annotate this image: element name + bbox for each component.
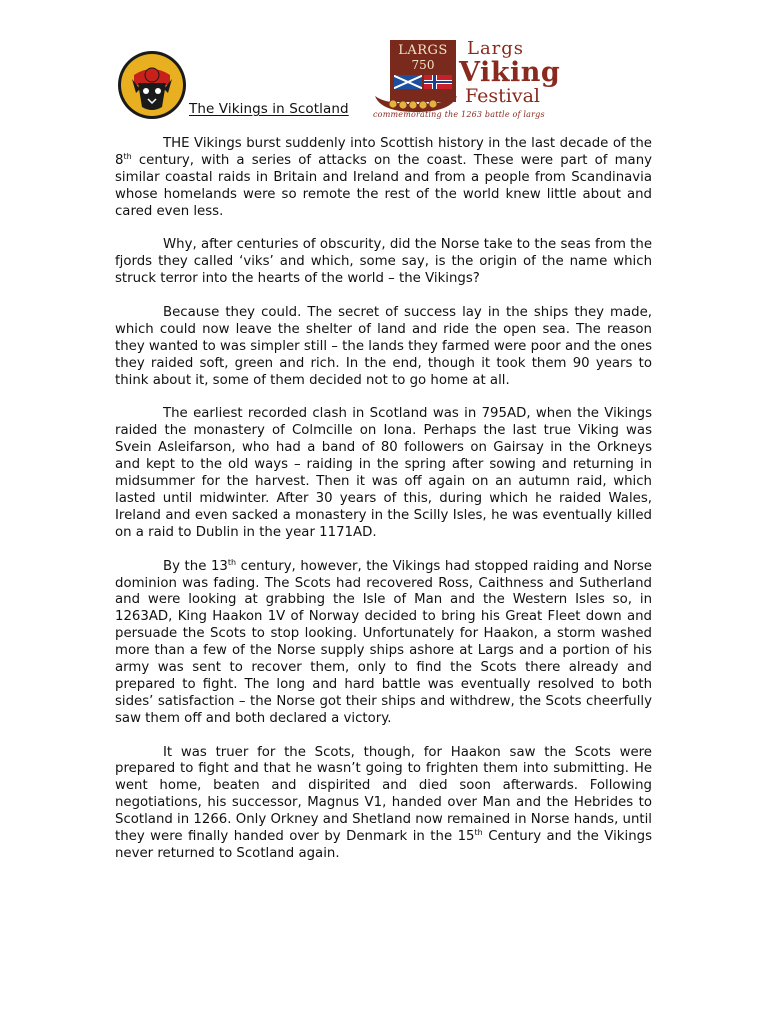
paragraph-text: century, however, the Vikings had stopped raiding and Norse dominion was fading. The Scots had recovered Ross, Caithness and Sutherland and were looking at grabbing the Isle of Man and the Western Isles so, in 1263AD, King Haakon 1V of Norway decided to bring his Great Fleet down and persuade the Scots to stop looking. Unfortunately for Haakon, a storm washed more than a few of the Norse supply ships ashore at Largs and a portion of his army was sent to recover them, only to find the Scots there already and prepared to fight. The long and hard battle was eventually resolved to both sides’ satisfaction – the Norse got their ships and withdrew, the Scots cheerfully saw them off and both declared a victory. bbox=[115, 558, 652, 726]
scotland-flag-icon bbox=[394, 75, 422, 89]
article-body bbox=[115, 136, 652, 880]
document-title: The Vikings in Scotland bbox=[189, 101, 349, 117]
logo-flags bbox=[394, 75, 452, 89]
paragraph-text: By the 13 bbox=[163, 558, 228, 574]
logo-subtitle: commemorating the 1263 battle of largs bbox=[373, 110, 545, 119]
paragraph-text: The earliest recorded clash in Scotland was in 795AD, when the Vikings raided the monastery of Colmcille on Iona. Perhaps the last true Viking was Svein Asleifarson, who had a band of 80 followers on Gairsay in the Orkneys and kept to the old ways – raiding in the spring after sowing and returning in midsummer for the harvest. Then it was off again on an autumn raid, which lasted until midwinter. After 30 years of this, during which he raided Wales, Ireland and even sacked a monastery in the Scilly Isles, he was eventually killed on a raid to Dublin in the year 1171AD. bbox=[115, 406, 652, 540]
logo-word-largs: Largs bbox=[467, 38, 525, 59]
body-paragraph bbox=[115, 745, 652, 863]
paragraph-text: It was truer for the Scots, though, for Haakon saw the Scots were prepared to fight and that he wasn’t going to frighten them into submitting. He went home, beaten and dispirited and died soon afterwards. Following negotiations, his successor, Magnus V1, handed over Man and the Hebrides to Scotland in 1266. Only Orkney and Shetland now remained in Norse hands, until they were finally handed over by Denmark in the 15 bbox=[115, 744, 652, 845]
body-paragraph bbox=[115, 237, 652, 288]
largs-viking-festival-logo bbox=[371, 40, 577, 122]
paragraph-text: Century and the Vikings never returned to Scotland again. bbox=[115, 829, 652, 861]
paragraph-text: Why, after centuries of obscurity, did the Norse take to the seas from the fjords they called ‘viks’ and which, some say, is the origin of the name which struck terror into the hearts of the world – the Vikings? bbox=[115, 237, 652, 287]
viking-crest-emblem bbox=[116, 49, 188, 121]
ordinal-superscript: th bbox=[123, 151, 132, 161]
body-paragraph bbox=[115, 305, 652, 390]
body-paragraph bbox=[115, 136, 652, 221]
paragraph-text: THE Vikings burst suddenly into Scottish history in the last decade of the 8 bbox=[115, 136, 652, 168]
logo-badge-line2: 750 bbox=[411, 58, 435, 72]
body-paragraph bbox=[115, 559, 652, 728]
logo-word-viking: Viking bbox=[459, 57, 561, 88]
logo-word-festival: Festival bbox=[465, 85, 540, 107]
paragraph-text: Because they could. The secret of success lay in the ships they made, which could now leave the shelter of land and ride the open sea. The reason they wanted to was simpler still – the lands they farmed were poor and the ones they raided soft, green and rich. In the end, though it took them 90 years to think about it, some of them decided not to go home at all. bbox=[115, 305, 652, 388]
norway-flag-icon bbox=[424, 75, 452, 89]
body-paragraph bbox=[115, 406, 652, 541]
ordinal-superscript: th bbox=[227, 557, 237, 567]
ordinal-superscript: th bbox=[474, 828, 483, 838]
logo-wordmark bbox=[459, 40, 560, 106]
logo-badge-line1: LARGS bbox=[398, 43, 448, 58]
paragraph-text: century, with a series of attacks on the coast. These were part of many similar coastal raids in Britain and Ireland and from a people from Scandinavia whose homelands were so remote the rest of the world knew little about and cared even less. bbox=[115, 152, 652, 219]
